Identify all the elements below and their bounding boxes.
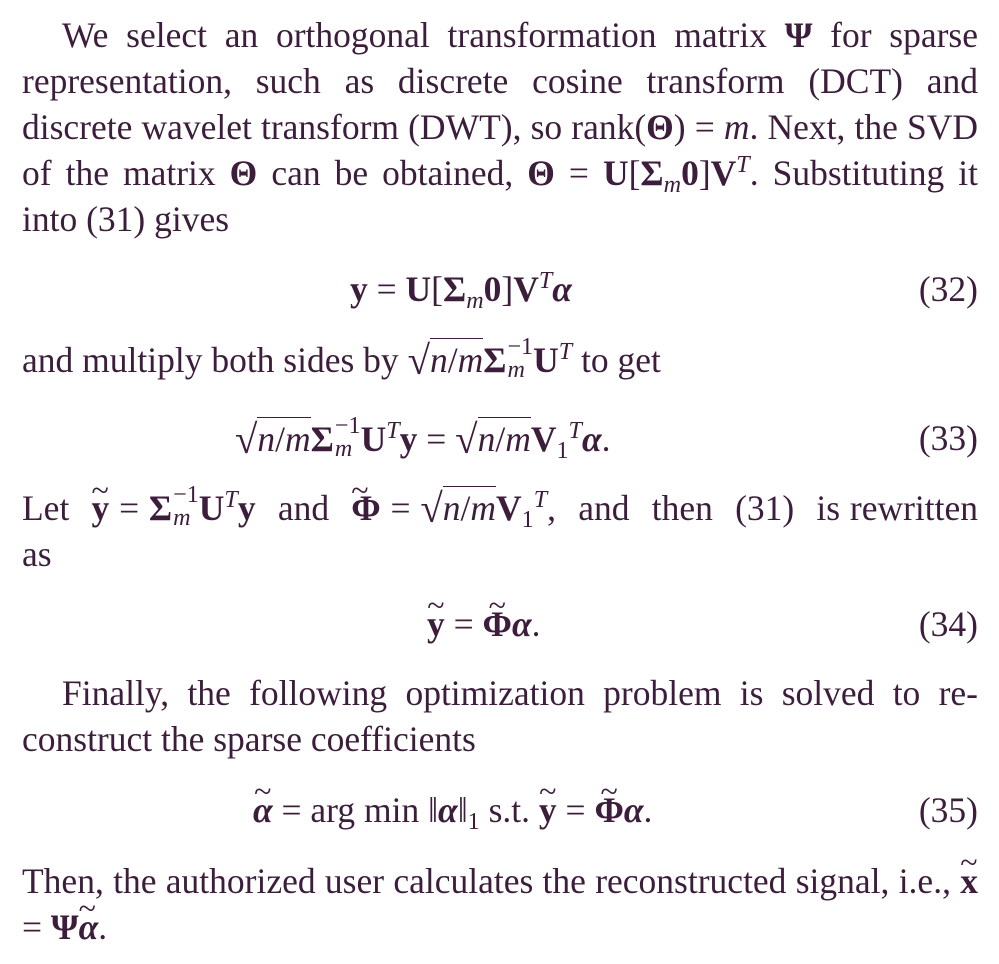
paragraph-multiply: and multiply both sides by √n/mΣ −1 m $U^T$ to get <box>22 333 661 384</box>
equation-number: (33) <box>918 418 978 458</box>
equation-33: √n/mΣ −1 m $U^Ty = √n/mV_1^T\alpha$. (33) <box>235 412 978 464</box>
equation-35: ~ α = arg $\min ‖\alpha‖_1$ s.t. ~ y = ~ Φα. (35) <box>0 787 999 833</box>
paragraph-then: Then, the authorized user calculates the reconstructed signal, i.e., ~ x = Ψ~ α. <box>22 858 978 950</box>
equation-number: (34) <box>918 604 978 644</box>
equation-number: (35) <box>918 790 978 830</box>
equation-number: (32) <box>918 269 978 309</box>
paragraph-finally: Finally, the following optimization problem is solved to re- construct the sparse coefficients <box>22 673 978 759</box>
equation-32: $y = U[\Sigma_m0]V^T\alpha$ (32) <box>350 266 978 314</box>
equation-34: ~ y = ~ Φα. (34) <box>0 601 999 647</box>
paragraph-let: Let ~ y = Σ −1 m $U^Ty$ and ~ $\Phi = √n/mV_1^T$, and then (31) is rewritten as <box>22 484 978 577</box>
paragraph-intro: We select an orthogonal transformation matrix Ψ for sparse representation, such as discrete cosine transform (DCT) and discrete wavelet transform (DWT), so rank(Θ) = m. Next, the SVD of the matrix Θ can be obtained, $\Theta = U[\Sigma_m0]V^T$. Substituting it into (31) gives <box>22 15 978 239</box>
